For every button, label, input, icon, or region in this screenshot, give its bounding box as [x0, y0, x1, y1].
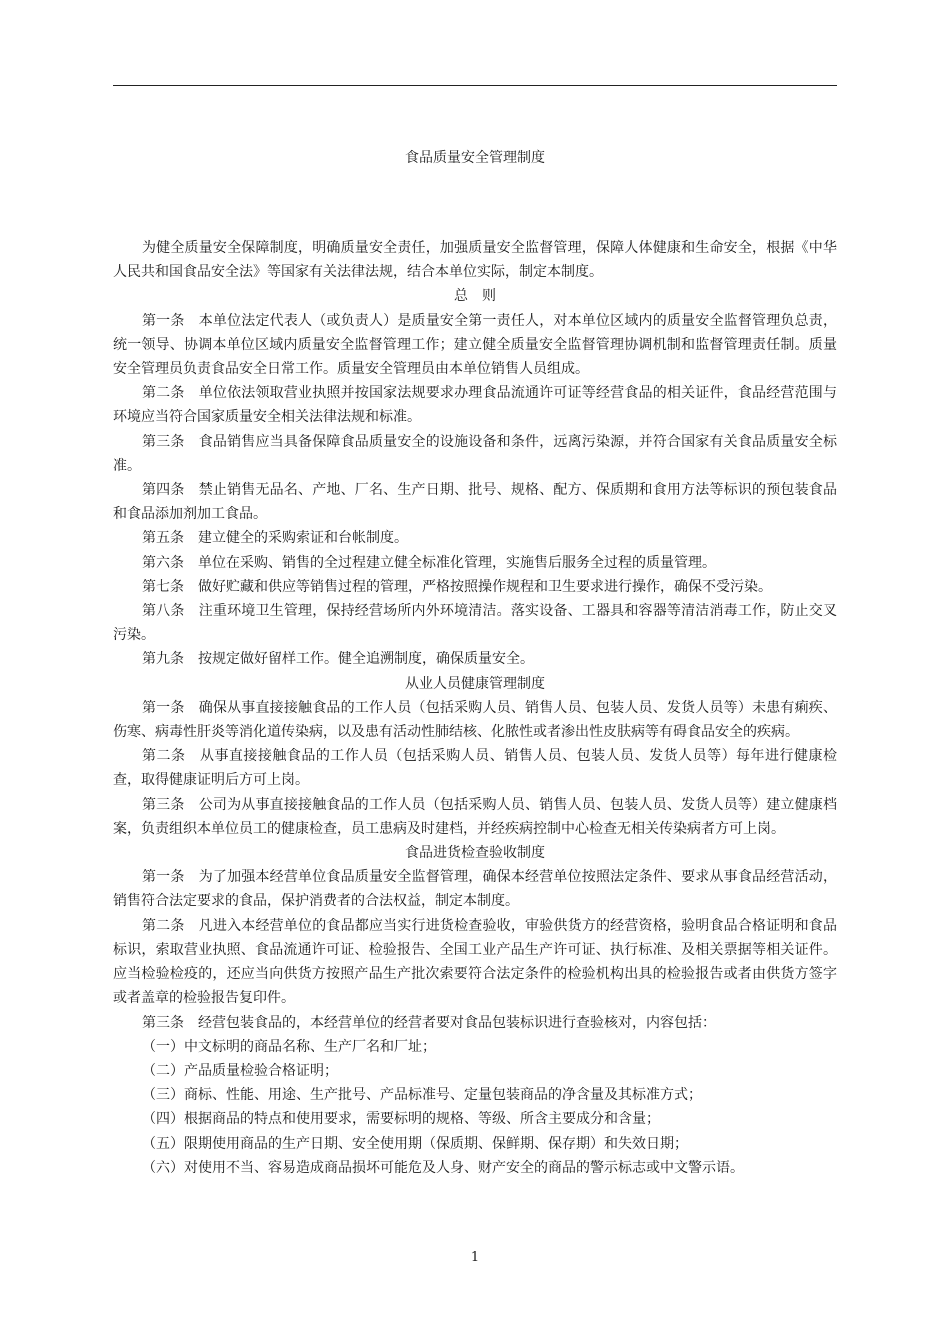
article-paragraph: 第二条 凡进入本经营单位的食品都应当实行进货检查验收，审验供货方的经营资格，验明食品合格证明和食品标识，索取营业执照、食品流通许可证、检验报告、全国工业产品生产许可证、执行标准、及相关票据等相关证件。应当检验检疫的，还应当向供货方按照产品生产批次索要符合法定条件的检验机构出具的检验报告或者由供货方签字或者盖章的检验报告复印件。 [113, 917, 837, 1007]
list-item: （五）限期使用商品的生产日期、安全使用期（保质期、保鲜期、保存期）和失效日期； [142, 1135, 688, 1152]
article-paragraph: 第五条 建立健全的采购索证和台帐制度。 [142, 530, 408, 547]
article-paragraph: 第三条 食品销售应当具备保障食品质量安全的设施设备和条件，远离污染源，并符合国家有关食品质量安全标准。 [113, 433, 837, 474]
article-paragraph: 第四条 禁止销售无品名、产地、厂名、生产日期、批号、规格、配方、保质期和食用方法等标识的预包装食品和食品添加剂加工食品。 [113, 482, 837, 523]
section-heading-incoming-inspection: 食品进货检查验收制度 [405, 845, 545, 862]
page-number: 1 [470, 1250, 480, 1265]
list-item: （四）根据商品的特点和使用要求，需要标明的规格、等级、所含主要成分和含量； [142, 1111, 660, 1128]
article-paragraph: 第一条 本单位法定代表人（或负责人）是质量安全第一责任人，对本单位区域内的质量安全监督管理负总责，统一领导、协调本单位区域内质量安全监督管理工作；建立健全质量安全监督管理协调机制和监督管理责任制。质量安全管理员负责食品安全日常工作。质量安全管理员由本单位销售人员组成。 [113, 312, 837, 378]
article-paragraph: 第三条 经营包装食品的，本经营单位的经营者要对食品包装标识进行查验核对，内容包括： [142, 1014, 716, 1031]
article-paragraph: 第八条 注重环境卫生管理，保持经营场所内外环境清洁。落实设备、工器具和容器等清洁消毒工作，防止交叉污染。 [113, 603, 837, 644]
list-item: （六）对使用不当、容易造成商品损坏可能危及人身、财产安全的商品的警示标志或中文警示语。 [142, 1159, 744, 1176]
article-paragraph: 第一条 确保从事直接接触食品的工作人员（包括采购人员、销售人员、包装人员、发货人员等）未患有痢疾、伤寒、病毒性肝炎等消化道传染病，以及患有活动性肺结核、化脓性或者渗出性皮肤病等有碍食品安全的疾病。 [113, 699, 837, 741]
article-paragraph: 第七条 做好贮藏和供应等销售过程的管理，严格按照操作规程和卫生要求进行操作，确保不受污染。 [142, 578, 772, 595]
header-rule [113, 85, 837, 86]
section-heading-staff-health: 从业人员健康管理制度 [405, 675, 545, 692]
article-paragraph: 第二条 从事直接接触食品的工作人员（包括采购人员、销售人员、包装人员、发货人员等）每年进行健康检查，取得健康证明后方可上岗。 [113, 748, 837, 789]
list-item: （三）商标、性能、用途、生产批号、产品标准号、定量包装商品的净含量及其标准方式； [142, 1087, 702, 1104]
section-heading-general: 总 则 [454, 288, 496, 305]
list-item: （二）产品质量检验合格证明； [142, 1062, 338, 1079]
intro-paragraph: 为健全质量安全保障制度，明确质量安全责任，加强质量安全监督管理，保障人体健康和生命安全，根据《中华人民共和国食品安全法》等国家有关法律法规，结合本单位实际，制定本制度。 [113, 240, 837, 281]
article-paragraph: 第一条 为了加强本经营单位食品质量安全监督管理，确保本经营单位按照法定条件、要求从事食品经营活动，销售符合法定要求的食品，保护消费者的合法权益，制定本制度。 [113, 869, 837, 910]
article-paragraph: 第六条 单位在采购、销售的全过程建立健全标准化管理，实施售后服务全过程的质量管理。 [142, 554, 716, 571]
article-paragraph: 第九条 按规定做好留样工作。健全追溯制度，确保质量安全。 [142, 651, 534, 668]
article-paragraph: 第二条 单位依法领取营业执照并按国家法规要求办理食品流通许可证等经营食品的相关证件，食品经营范围与环境应当符合国家质量安全相关法律法规和标准。 [113, 385, 837, 426]
document-title: 食品质量安全管理制度 [405, 150, 545, 166]
document-body [113, 236, 837, 1180]
article-paragraph: 第三条 公司为从事直接接触食品的工作人员（包括采购人员、销售人员、包装人员、发货人员等）建立健康档案，负责组织本单位员工的健康检查，员工患病及时建档，并经疾病控制中心检查无相关传染病者方可上岗。 [113, 796, 837, 837]
list-item: （一）中文标明的商品名称、生产厂名和厂址； [142, 1038, 436, 1055]
